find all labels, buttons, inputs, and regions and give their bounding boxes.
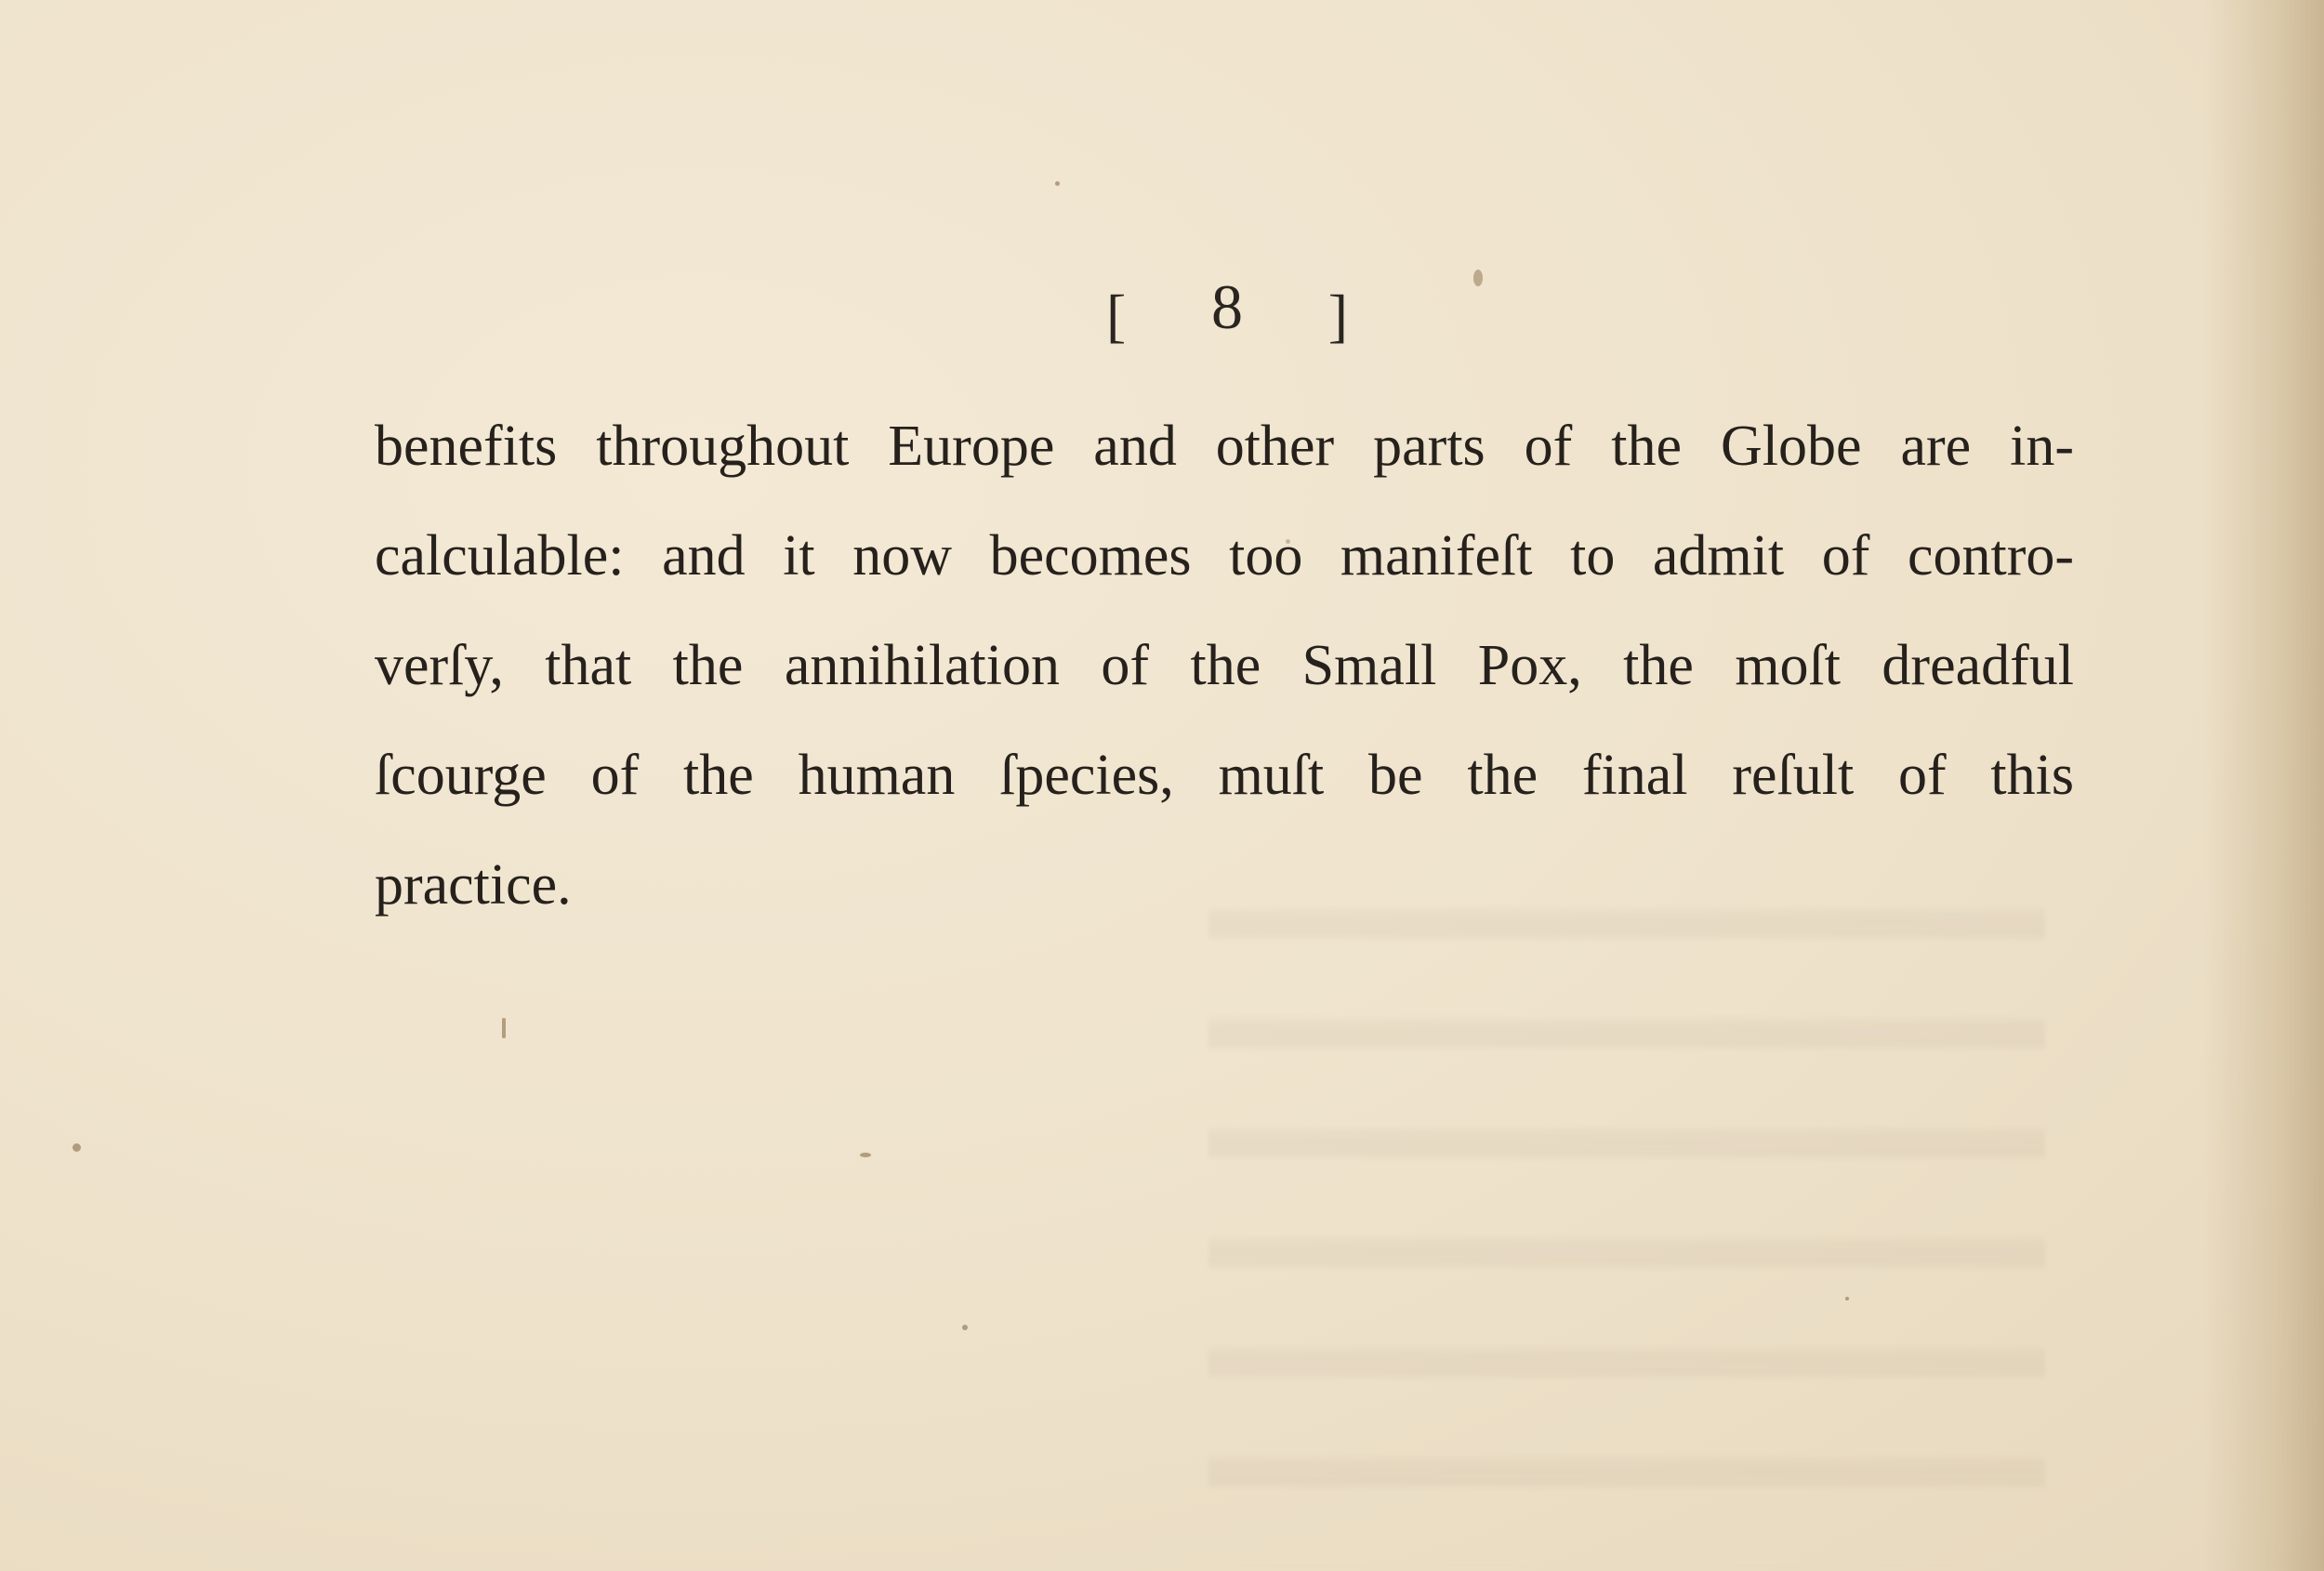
text-line-3: verſy, that the annihilation of the Small Pox, the moſt dreadful bbox=[375, 634, 2074, 697]
page-number: 8 bbox=[1211, 271, 1243, 342]
page-edge-shadow bbox=[2203, 0, 2324, 1571]
text-line-5: practice. bbox=[375, 853, 572, 917]
body-text bbox=[375, 407, 2074, 956]
page-number-header bbox=[1106, 270, 1348, 363]
text-line-2: calculable: and it now becomes too manifeſt to admit of contro- bbox=[375, 524, 2074, 587]
text-line-1: benefits throughout Europe and other parts of the Globe are in- bbox=[375, 415, 2074, 478]
text-line-4: ſcourge of the human ſpecies, muſt be the final reſult of this bbox=[375, 744, 2074, 807]
folio-close-bracket: ] bbox=[1327, 283, 1348, 349]
folio-open-bracket: [ bbox=[1106, 283, 1127, 349]
